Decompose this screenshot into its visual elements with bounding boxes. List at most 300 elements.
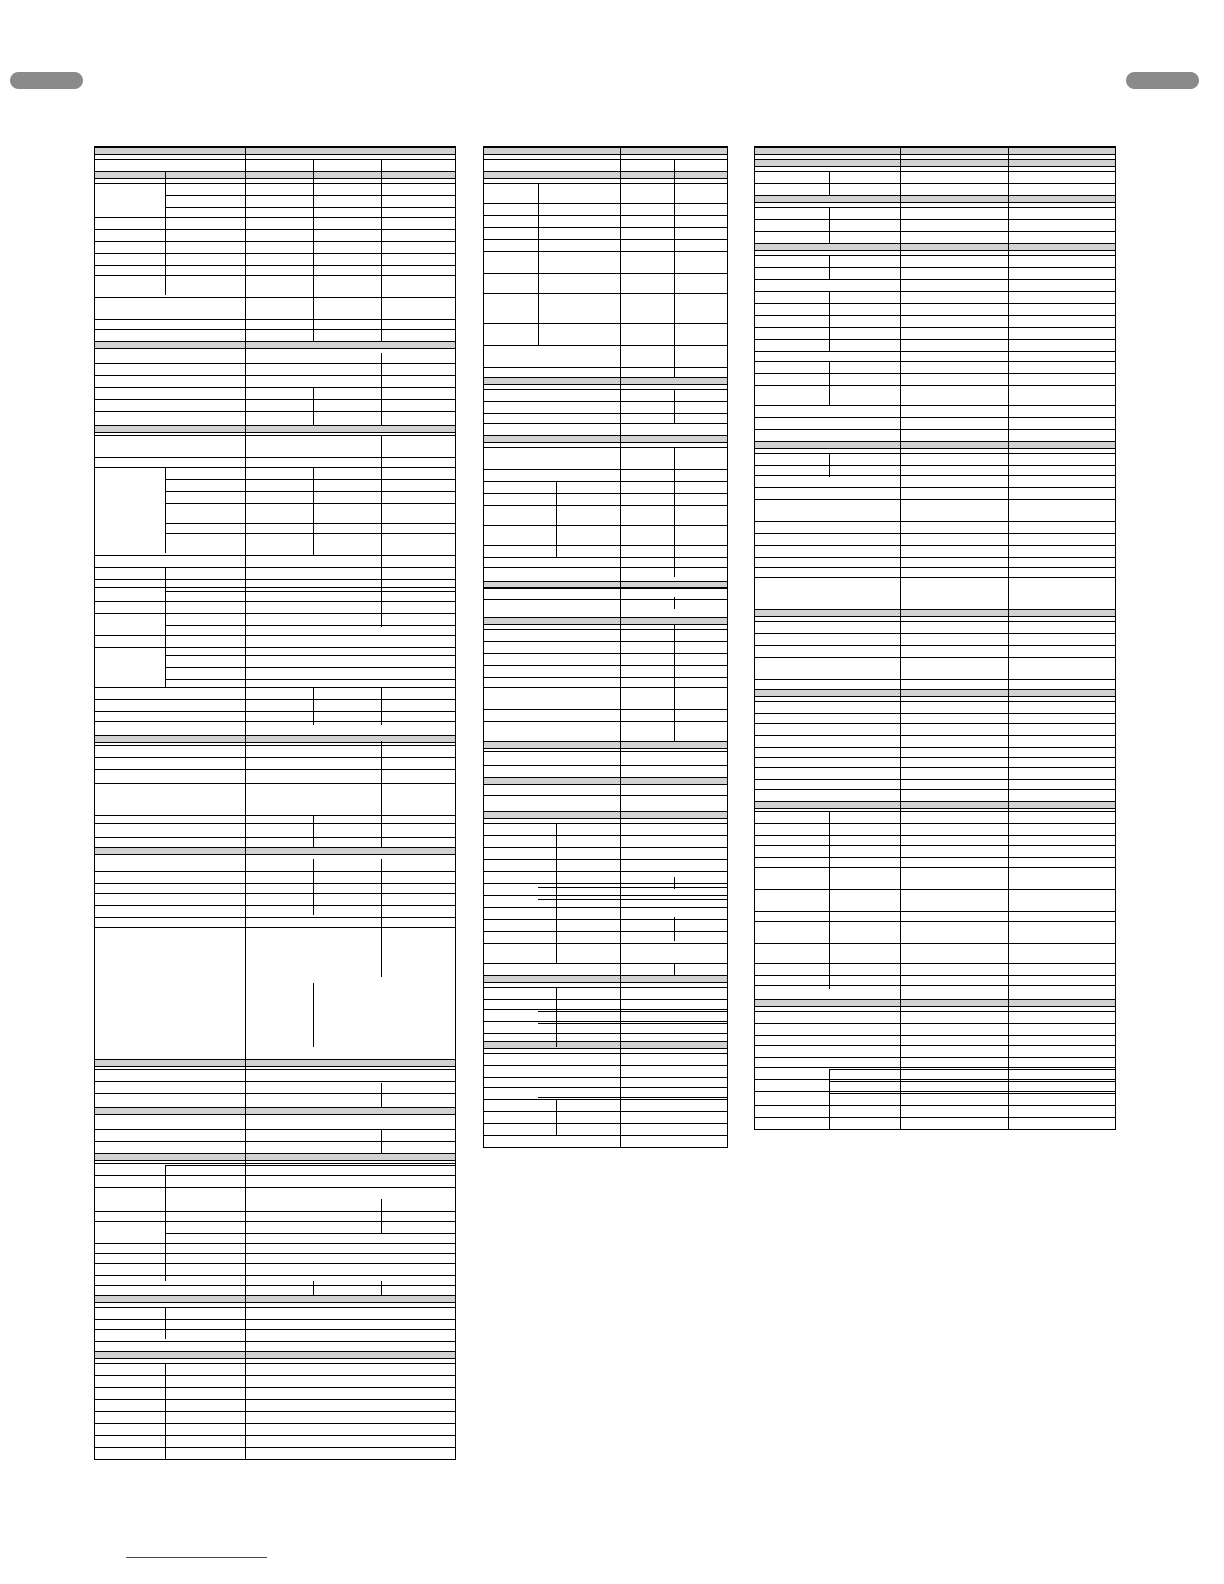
table-column-line: [165, 567, 166, 687]
table-row-line: [484, 895, 727, 896]
table-row-line: [95, 823, 455, 824]
table-row-line: [755, 171, 1115, 172]
table-row-line: [538, 887, 727, 888]
table-row-line: [755, 1079, 1115, 1080]
left-page-tab: [10, 72, 83, 89]
table-row-line: [755, 429, 1115, 430]
table-row-line: [165, 523, 455, 524]
table-column-line: [674, 917, 675, 941]
table-row-line: [755, 645, 1115, 646]
table-row-line: [165, 1411, 455, 1412]
table-row-line: [95, 387, 455, 388]
table-column-line: [556, 1099, 557, 1135]
table-row-line: [538, 1135, 727, 1136]
table-row-line: [165, 1387, 455, 1388]
table-row-line: [829, 1093, 1115, 1094]
table-row-line: [95, 229, 455, 230]
table-column-line: [313, 983, 314, 1047]
table-row-line: [95, 217, 455, 218]
table-column-line: [165, 1165, 166, 1281]
table-row-line: [829, 911, 1115, 912]
table-row-line: [95, 871, 455, 872]
table-row-line: [95, 265, 455, 266]
table-row-line: [538, 293, 727, 294]
table-column-line: [556, 481, 557, 557]
table-row-line: [484, 721, 727, 722]
table-row-line: [829, 1105, 1115, 1106]
table-row-line: [484, 545, 727, 546]
table-row-line: [755, 747, 1115, 748]
table-row-line: [755, 405, 1115, 406]
table-row-line: [165, 1175, 455, 1176]
table-column-line: [381, 859, 382, 915]
table-row-line: [165, 1165, 455, 1166]
section-band: [95, 847, 455, 855]
table-column-line: [538, 183, 539, 345]
section-band: [484, 975, 727, 983]
table-column-line: [381, 1199, 382, 1233]
table-column-line: [381, 159, 382, 341]
table-row-line: [165, 503, 455, 504]
section-band: [95, 171, 455, 179]
table-column-line: [674, 877, 675, 889]
table-row-line: [755, 499, 1115, 500]
table-row-line: [829, 943, 1115, 944]
table-column-line: [165, 467, 166, 553]
table-row-line: [165, 1233, 455, 1234]
table-column-line: [313, 387, 314, 425]
table-row-line: [165, 655, 455, 656]
table-row-line: [755, 701, 1115, 702]
table-row-line: [538, 251, 727, 252]
table-column-line: [381, 741, 382, 847]
table-row-line: [538, 505, 727, 506]
table-column-line: [674, 625, 675, 741]
table-row-line: [484, 687, 727, 688]
section-band: [95, 341, 455, 349]
table-row-line: [95, 375, 455, 376]
table-row-line: [484, 1099, 727, 1100]
table-row-line: [755, 789, 1115, 790]
table-row-line: [484, 159, 727, 160]
table-row-line: [755, 633, 1115, 634]
table-row-line: [95, 435, 455, 436]
table-row-line: [755, 1091, 1115, 1092]
table-column-line: [674, 447, 675, 557]
section-band: [755, 147, 1115, 155]
table-row-line: [755, 1035, 1115, 1036]
table-row-line: [165, 667, 455, 668]
table-row-line: [95, 893, 455, 894]
table-row-line: [538, 345, 727, 346]
table-row-line: [165, 1319, 455, 1320]
section-band: [755, 159, 1115, 167]
table-row-line: [165, 1399, 455, 1400]
table-row-line: [755, 279, 1115, 280]
section-band: [755, 243, 1115, 251]
table-column-line: [829, 291, 830, 351]
table-row-line: [755, 255, 1115, 256]
section-band: [484, 741, 727, 749]
table-row-line: [95, 917, 455, 918]
table-row-line: [538, 1123, 727, 1124]
section-band: [484, 377, 727, 385]
table-row-line: [538, 239, 727, 240]
table-column-line: [556, 987, 557, 1047]
table-row-line: [755, 679, 1115, 680]
table-row-line: [484, 987, 727, 988]
section-band: [95, 1351, 455, 1359]
table-row-line: [165, 1375, 455, 1376]
table-row-line: [165, 625, 455, 626]
section-band: [484, 435, 727, 443]
table-row-line: [95, 837, 455, 838]
section-band: [484, 1041, 727, 1049]
table-row-line: [484, 1033, 727, 1034]
table-row-line: [484, 1053, 727, 1054]
table-column-line: [313, 467, 314, 555]
table-column-line: [674, 159, 675, 377]
table-row-line: [829, 465, 1115, 466]
table-row-line: [484, 469, 727, 470]
table-row-line: [165, 479, 455, 480]
table-row-line: [755, 453, 1115, 454]
table-row-line: [95, 183, 455, 184]
section-band: [484, 617, 727, 625]
table-row-line: [484, 1021, 727, 1022]
table-row-line: [538, 557, 727, 558]
table-row-line: [829, 417, 1115, 418]
table-row-line: [95, 769, 455, 770]
table-row-line: [755, 985, 1115, 986]
table-row-line: [755, 621, 1115, 622]
table-column-line: [381, 687, 382, 725]
table-row-line: [755, 735, 1115, 736]
table-row-line: [165, 1447, 455, 1448]
table-row-line: [95, 457, 455, 458]
table-column-line: [165, 171, 166, 295]
table-row-line: [484, 401, 727, 402]
table-row-line: [484, 907, 727, 908]
table-row-line: [95, 1093, 455, 1094]
table-row-line: [95, 297, 455, 298]
table-row-line: [755, 533, 1115, 534]
section-band: [484, 777, 727, 785]
section-band: [484, 147, 727, 155]
table-row-line: [755, 1045, 1115, 1046]
table-column-line: [313, 159, 314, 341]
table-row-line: [165, 1307, 455, 1308]
section-band: [755, 999, 1115, 1007]
table-row-line: [95, 745, 455, 746]
section-band: [755, 441, 1115, 449]
table-row-line: [484, 665, 727, 666]
table-row-line: [538, 481, 727, 482]
table-column-line: [381, 915, 382, 977]
table-column-line: [829, 207, 830, 243]
section-band: [755, 609, 1115, 617]
table-row-line: [95, 1069, 455, 1070]
table-row-line: [165, 1263, 455, 1264]
table-column-line: [674, 597, 675, 609]
table-row-line: [538, 323, 727, 324]
table-row-line: [538, 899, 727, 900]
table-row-line: [484, 883, 727, 884]
table-row-line: [165, 1187, 455, 1188]
table-row-line: [95, 1141, 455, 1142]
table-row-line: [95, 1129, 455, 1130]
table-row-line: [755, 521, 1115, 522]
table-row-line: [755, 327, 1115, 328]
table-row-line: [538, 203, 727, 204]
table-row-line: [95, 905, 455, 906]
table-row-line: [484, 423, 727, 424]
table-row-line: [755, 557, 1115, 558]
table-column-line: [313, 1281, 314, 1295]
table-column-line: [313, 859, 314, 915]
table-row-line: [165, 567, 455, 568]
section-band: [95, 1153, 455, 1161]
table-row-line: [829, 315, 1115, 316]
table-row-line: [165, 1435, 455, 1436]
table-column-line: [381, 353, 382, 425]
table-row-line: [484, 709, 727, 710]
table-column-line: [829, 171, 830, 195]
table-row-line: [538, 273, 727, 274]
table-row-line: [538, 1097, 727, 1098]
table-column-line: [829, 453, 830, 477]
table-row-line: [95, 275, 455, 276]
table-row-line: [538, 943, 727, 944]
table-row-line: [165, 1221, 455, 1222]
table-row-line: [95, 687, 455, 688]
table-row-line: [484, 447, 727, 448]
table-row-line: [165, 1329, 455, 1330]
table-column-line: [1008, 147, 1009, 1129]
table-row-line: [484, 765, 727, 766]
section-band: [755, 801, 1115, 809]
table-row-line: [829, 835, 1115, 836]
table-row-line: [484, 389, 727, 390]
table-row-line: [165, 1275, 455, 1276]
table-row-line: [95, 411, 455, 412]
table-column-line: [313, 687, 314, 725]
table-row-line: [755, 1023, 1115, 1024]
spec-table-3: [754, 146, 1116, 1130]
table-row-line: [95, 587, 455, 588]
table-row-line: [95, 1081, 455, 1082]
table-row-line: [755, 361, 1115, 362]
table-row-line: [829, 373, 1115, 374]
table-row-line: [538, 919, 727, 920]
table-column-line: [829, 361, 830, 405]
table-row-line: [95, 927, 455, 928]
table-row-line: [165, 195, 455, 196]
table-column-line: [313, 815, 314, 847]
table-row-line: [829, 921, 1115, 922]
table-row-line: [829, 1117, 1115, 1118]
section-band: [95, 425, 455, 433]
table-row-line: [829, 823, 1115, 824]
table-row-line: [829, 857, 1115, 858]
table-row-line: [484, 999, 727, 1000]
section-band: [95, 147, 455, 155]
table-row-line: [165, 679, 455, 680]
table-row-line: [755, 291, 1115, 292]
spec-table-2: [483, 146, 728, 1148]
section-band: [484, 811, 727, 819]
section-band: [755, 689, 1115, 697]
table-row-line: [829, 1081, 1115, 1082]
table-row-line: [484, 847, 727, 848]
table-column-line: [900, 147, 901, 1129]
table-row-line: [755, 767, 1115, 768]
table-column-line: [165, 1307, 166, 1339]
table-row-line: [484, 1065, 727, 1066]
section-band: [484, 171, 727, 179]
table-row-line: [755, 231, 1115, 232]
table-row-line: [829, 811, 1115, 812]
table-row-line: [829, 867, 1115, 868]
table-row-line: [484, 653, 727, 654]
table-row-line: [538, 1023, 727, 1024]
table-row-line: [165, 467, 455, 468]
table-row-line: [484, 183, 727, 184]
table-row-line: [95, 699, 455, 700]
table-row-line: [95, 647, 455, 648]
table-column-line: [381, 555, 382, 627]
table-row-line: [165, 591, 455, 592]
table-row-line: [755, 757, 1115, 758]
table-row-line: [484, 413, 727, 414]
table-row-line: [95, 711, 455, 712]
table-row-line: [538, 493, 727, 494]
table-row-line: [95, 815, 455, 816]
spec-table-1: [94, 146, 456, 1460]
table-row-line: [95, 363, 455, 364]
table-row-line: [538, 227, 727, 228]
table-row-line: [95, 555, 455, 556]
table-row-line: [829, 889, 1115, 890]
table-row-line: [165, 533, 455, 534]
table-row-line: [755, 723, 1115, 724]
table-row-line: [95, 721, 455, 722]
table-row-line: [165, 1341, 455, 1342]
table-row-line: [484, 587, 727, 588]
table-row-line: [538, 367, 727, 368]
table-row-line: [829, 845, 1115, 846]
table-row-line: [165, 1253, 455, 1254]
section-band: [95, 1059, 455, 1067]
table-row-line: [755, 1067, 1115, 1068]
table-row-line: [165, 1243, 455, 1244]
section-band: [95, 1107, 455, 1115]
footer-link[interactable]: [126, 1557, 267, 1558]
table-row-line: [95, 783, 455, 784]
table-column-line: [165, 1363, 166, 1459]
table-row-line: [484, 795, 727, 796]
table-row-line: [829, 963, 1115, 964]
section-band: [95, 735, 455, 743]
table-row-line: [165, 579, 455, 580]
table-row-line: [538, 963, 727, 964]
table-row-line: [829, 1069, 1115, 1070]
table-row-line: [755, 779, 1115, 780]
table-row-line: [484, 1077, 727, 1078]
table-row-line: [484, 641, 727, 642]
table-row-line: [484, 823, 727, 824]
table-row-line: [755, 1057, 1115, 1058]
table-row-line: [755, 577, 1115, 578]
table-column-line: [829, 1069, 830, 1129]
table-row-line: [95, 319, 455, 320]
table-row-line: [95, 399, 455, 400]
table-row-line: [829, 975, 1115, 976]
table-row-line: [484, 871, 727, 872]
table-row-line: [484, 835, 727, 836]
table-row-line: [829, 219, 1115, 220]
table-row-line: [755, 385, 1115, 386]
table-column-line: [620, 147, 621, 1147]
table-row-line: [95, 883, 455, 884]
table-row-line: [829, 183, 1115, 184]
table-row-line: [165, 1211, 455, 1212]
table-row-line: [538, 1111, 727, 1112]
table-row-line: [165, 1423, 455, 1424]
table-row-line: [95, 253, 455, 254]
table-row-line: [165, 491, 455, 492]
table-row-line: [538, 1011, 727, 1012]
table-row-line: [755, 567, 1115, 568]
table-column-line: [245, 147, 246, 1459]
section-band: [755, 195, 1115, 203]
table-row-line: [538, 215, 727, 216]
table-column-line: [556, 823, 557, 963]
table-row-line: [95, 757, 455, 758]
right-page-tab: [1126, 72, 1199, 89]
table-column-line: [381, 1129, 382, 1153]
table-row-line: [829, 267, 1115, 268]
table-row-line: [755, 1011, 1115, 1012]
table-row-line: [165, 635, 455, 636]
table-row-line: [755, 657, 1115, 658]
table-row-line: [95, 241, 455, 242]
table-row-line: [538, 567, 727, 568]
table-row-line: [165, 601, 455, 602]
table-column-line: [381, 1281, 382, 1295]
table-row-line: [829, 339, 1115, 340]
table-row-line: [538, 525, 727, 526]
table-column-line: [381, 1083, 382, 1107]
table-column-line: [674, 963, 675, 975]
table-row-line: [165, 613, 455, 614]
table-row-line: [484, 629, 727, 630]
table-row-line: [538, 931, 727, 932]
table-row-line: [165, 1363, 455, 1364]
table-row-line: [829, 303, 1115, 304]
table-column-line: [829, 255, 830, 279]
table-row-line: [755, 351, 1115, 352]
table-row-line: [484, 599, 727, 600]
table-row-line: [484, 1009, 727, 1010]
table-column-line: [674, 389, 675, 423]
table-row-line: [95, 329, 455, 330]
table-row-line: [165, 1285, 455, 1286]
table-row-line: [165, 207, 455, 208]
section-band: [95, 1295, 455, 1303]
table-row-line: [755, 475, 1115, 476]
table-row-line: [484, 751, 727, 752]
